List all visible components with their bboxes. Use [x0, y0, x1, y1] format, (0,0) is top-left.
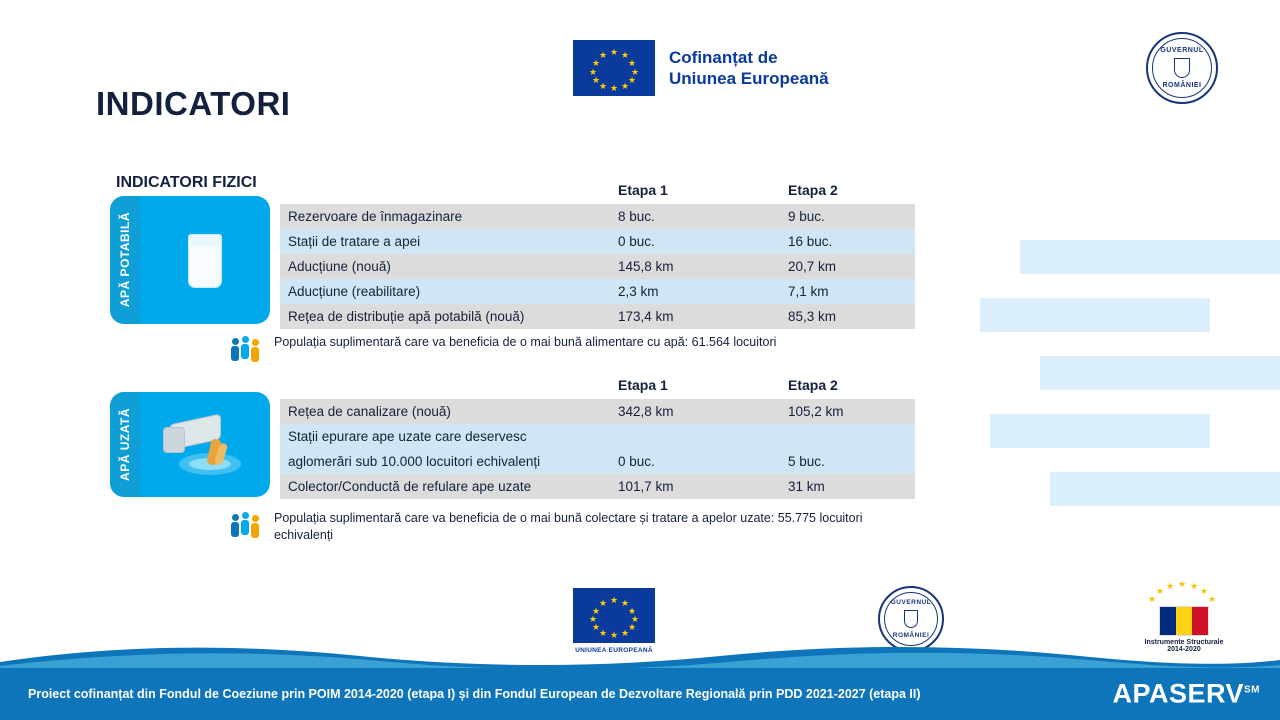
- cell-etapa1: 173,4 km: [610, 304, 780, 329]
- romania-flag-icon: [1159, 606, 1209, 636]
- eu-logo-line1: Cofinanțat de: [669, 48, 778, 67]
- gov-seal-top-text: GUVERNUL: [1160, 47, 1204, 54]
- brand-name: APASERV: [1112, 678, 1244, 709]
- structural-instruments-caption2: 2014-2020: [1167, 646, 1201, 653]
- eu-logo-bottom-caption: UNIUNEA EUROPEANĂ: [575, 647, 653, 654]
- col-header-indicator-potable: [280, 178, 610, 204]
- footer-bar: [0, 668, 1280, 720]
- gov-crest-icon: [904, 610, 918, 628]
- note-wastewater: [228, 510, 894, 546]
- eu-logo-text: [669, 47, 829, 89]
- table-row: [280, 449, 915, 474]
- cell-indicator: Aducțiune (nouă): [280, 254, 610, 279]
- cell-etapa2: 5 buc.: [780, 449, 915, 474]
- eu-flag-icon: ★ ★ ★ ★ ★ ★ ★ ★ ★ ★ ★ ★: [573, 40, 655, 96]
- col-header-etapa2-potable: Etapa 2: [780, 178, 915, 204]
- cell-indicator: aglomerări sub 10.000 locuitori echivalenți: [280, 449, 610, 474]
- cell-etapa2: [780, 424, 915, 449]
- government-seal-top: [1146, 32, 1218, 104]
- cell-etapa2: 31 km: [780, 474, 915, 499]
- col-header-indicator-wastewater: [280, 373, 610, 399]
- cell-indicator: Stații epurare ape uzate care deservesc: [280, 424, 610, 449]
- cell-etapa2: 20,7 km: [780, 254, 915, 279]
- brand-suffix: SM: [1244, 684, 1260, 696]
- cell-etapa1: 0 buc.: [610, 449, 780, 474]
- decorative-flag-background: [980, 240, 1280, 570]
- gov-crest-icon: [1174, 58, 1190, 78]
- people-icon: [228, 334, 264, 370]
- potable-water-tile-label-strip: [110, 196, 140, 324]
- cell-etapa1: 8 buc.: [610, 204, 780, 229]
- cell-etapa1: 342,8 km: [610, 399, 780, 424]
- eu-stars-arc-icon: ★ ★ ★ ★ ★ ★ ★: [1148, 579, 1217, 604]
- table-row: [280, 304, 915, 329]
- table-row: [280, 279, 915, 304]
- potable-water-table: [280, 178, 915, 329]
- note-wastewater-text: Populația suplimentară care va beneficia de o mai bună colectare și tratare a apelor uzate: 55.775 locuitori echivalenți: [274, 511, 863, 542]
- eu-logo-line2: Uniunea Europeană: [669, 69, 829, 88]
- footer-text: Proiect cofinanțat din Fondul de Coeziune prin POIM 2014-2020 (etapa I) și din Fondul European de Dezvoltare Regională prin PDD 2021-2027 (etapa II): [28, 687, 921, 701]
- table-row: [280, 229, 915, 254]
- eu-flag-icon: ★ ★ ★ ★ ★ ★ ★ ★ ★ ★ ★ ★: [573, 588, 655, 643]
- people-icon: [228, 510, 264, 546]
- col-header-etapa2-wastewater: Etapa 2: [780, 373, 915, 399]
- page-title: INDICATORI: [96, 85, 291, 122]
- table-row: [280, 424, 915, 449]
- water-glass-icon: [140, 196, 270, 324]
- cell-etapa2: 9 buc.: [780, 204, 915, 229]
- cell-etapa2: 105,2 km: [780, 399, 915, 424]
- structural-instruments-caption1: Instrumente Structurale: [1144, 639, 1224, 646]
- cell-indicator: Rețea de distribuție apă potabilă (nouă): [280, 304, 610, 329]
- cell-etapa2: 7,1 km: [780, 279, 915, 304]
- cell-etapa1: 145,8 km: [610, 254, 780, 279]
- table-row: [280, 254, 915, 279]
- footer-wave-decoration: [0, 642, 1280, 668]
- gov-seal-bottom-text: ROMÂNIEI: [1162, 82, 1202, 89]
- cell-etapa1: 0 buc.: [610, 229, 780, 254]
- cell-etapa1: 2,3 km: [610, 279, 780, 304]
- potable-water-label: APĂ POTABILĂ: [118, 212, 132, 308]
- wastewater-tile-label-strip: [110, 392, 140, 497]
- table-row: [280, 399, 915, 424]
- eu-cofinancing-logo: [573, 40, 829, 96]
- cell-indicator: Rețea de canalizare (nouă): [280, 399, 610, 424]
- gov-seal-bottom-top-text: GUVERNUL: [890, 599, 932, 606]
- apaserv-brand-logo: [1112, 679, 1260, 710]
- cell-indicator: Aducțiune (reabilitare): [280, 279, 610, 304]
- section-heading: INDICATORI FIZICI: [116, 174, 257, 191]
- cell-indicator: Rezervoare de înmagazinare: [280, 204, 610, 229]
- note-potable-text: Populația suplimentară care va beneficia de o mai bună alimentare cu apă: 61.564 locuitori: [274, 335, 777, 349]
- gov-seal-bottom-bottom-text: ROMÂNIEI: [892, 632, 930, 639]
- wastewater-pipe-icon: [140, 392, 270, 497]
- cell-indicator: Stații de tratare a apei: [280, 229, 610, 254]
- wastewater-table: [280, 373, 915, 499]
- cell-indicator: Colector/Conductă de refulare ape uzate: [280, 474, 610, 499]
- cell-etapa1: [610, 424, 780, 449]
- col-header-etapa1-wastewater: Etapa 1: [610, 373, 780, 399]
- wastewater-tile: [110, 392, 270, 497]
- cell-etapa2: 16 buc.: [780, 229, 915, 254]
- col-header-etapa1-potable: Etapa 1: [610, 178, 780, 204]
- note-potable-water: [228, 334, 776, 370]
- cell-etapa2: 85,3 km: [780, 304, 915, 329]
- wastewater-label: APĂ UZATĂ: [118, 408, 132, 481]
- table-row: [280, 204, 915, 229]
- potable-water-tile: [110, 196, 270, 324]
- table-row: [280, 474, 915, 499]
- cell-etapa1: 101,7 km: [610, 474, 780, 499]
